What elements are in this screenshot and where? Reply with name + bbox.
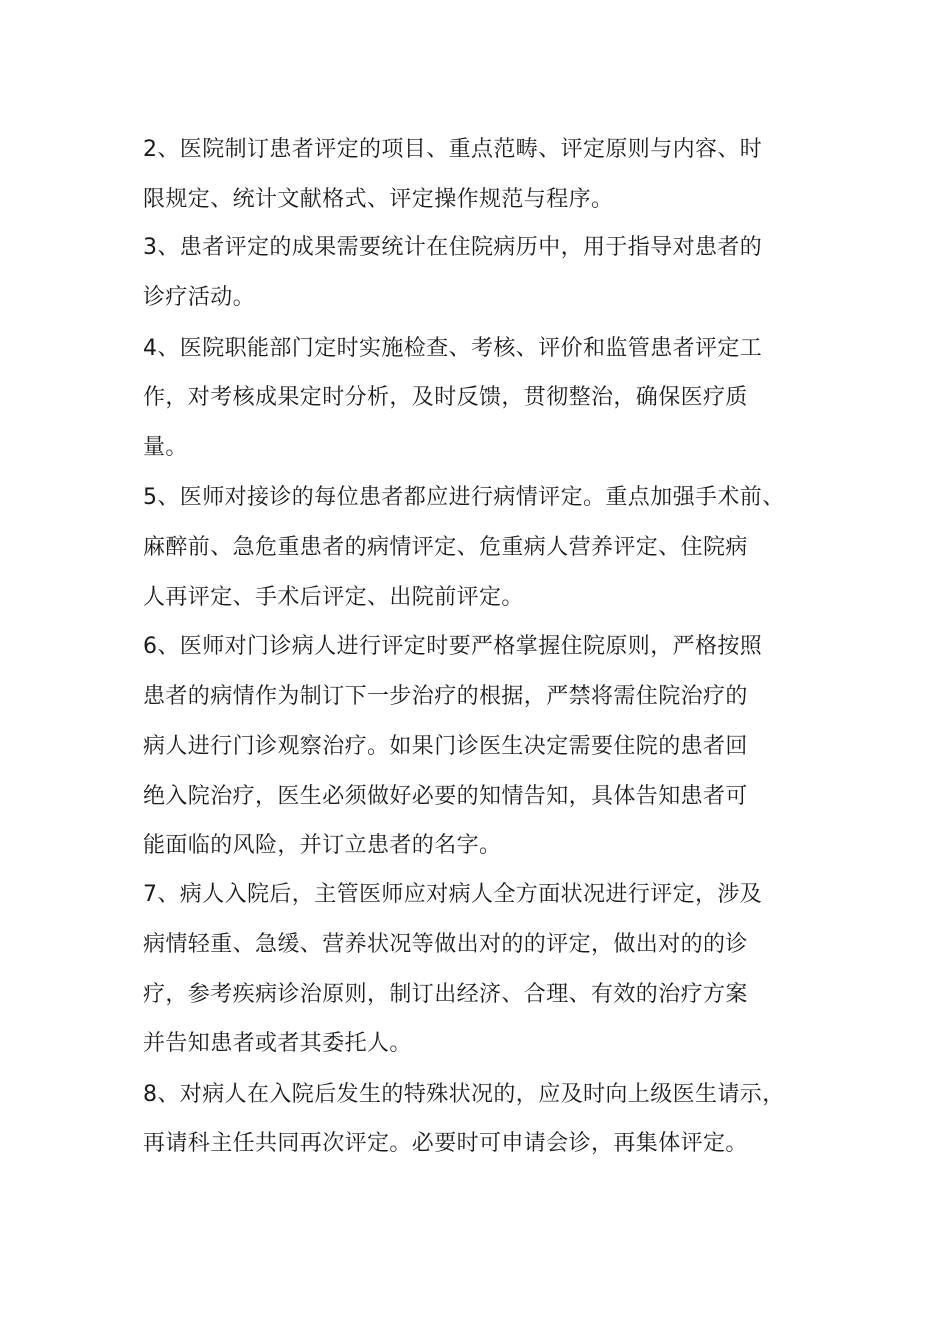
paragraph-6-line-5: 能面临的风险，并订立患者的名字。 [143,833,502,858]
paragraph-6-line-2: 患者的病情作为制订下一步治疗的根据，严禁将需住院治疗的 [143,684,748,709]
paragraph-7-line-1: 7、病人入院后，主管医师应对病人全方面状况进行评定，涉及 [143,882,763,907]
paragraph-2-line-1: 2、医院制订患者评定的项目、重点范畴、评定原则与内容、时 [143,137,763,162]
paragraph-4-line-1: 4、医院职能部门定时实施检查、考核、评价和监管患者评定工 [143,336,763,361]
paragraph-3-line-2: 诊疗活动。 [143,285,256,310]
paragraph-8-line-2: 再请科主任共同再次评定。必要时可申请会诊，再集体评定。 [143,1131,748,1156]
paragraph-7-line-2: 病情轻重、急缓、营养状况等做出对的的评定，做出对的的诊 [143,932,748,957]
paragraph-3-line-1: 3、患者评定的成果需要统计在住院病历中，用于指导对患者的 [143,235,763,260]
paragraph-6-line-4: 绝入院治疗，医生必须做好必要的知情告知，具体告知患者可 [143,784,748,809]
paragraph-6-line-3: 病人进行门诊观察治疗。如果门诊医生决定需要住院的患者回 [143,734,748,759]
paragraph-5-line-3: 人再评定、手术后评定、出院前评定。 [143,585,524,610]
paragraph-6-line-1: 6、医师对门诊病人进行评定时要严格掌握住院原则，严格按照 [143,634,763,659]
paragraph-7-line-4: 并告知患者或者其委托人。 [143,1031,412,1056]
paragraph-2-line-2: 限规定、统计文献格式、评定操作规范与程序。 [143,187,614,212]
paragraph-7-line-3: 疗，参考疾病诊治原则，制订出经济、合理、有效的治疗方案 [143,982,748,1007]
paragraph-5-line-2: 麻醉前、急危重患者的病情评定、危重病人营养评定、住院病 [143,535,748,560]
paragraph-4-line-3: 量。 [143,435,188,460]
paragraph-5-line-1: 5、医师对接诊的每位患者都应进行病情评定。重点加强手术前、 [143,485,785,510]
paragraph-4-line-2: 作，对考核成果定时分析，及时反馈，贯彻整治，确保医疗质 [143,385,748,410]
paragraph-8-line-1: 8、对病人在入院后发生的特殊状况的，应及时向上级医生请示， [143,1082,785,1107]
